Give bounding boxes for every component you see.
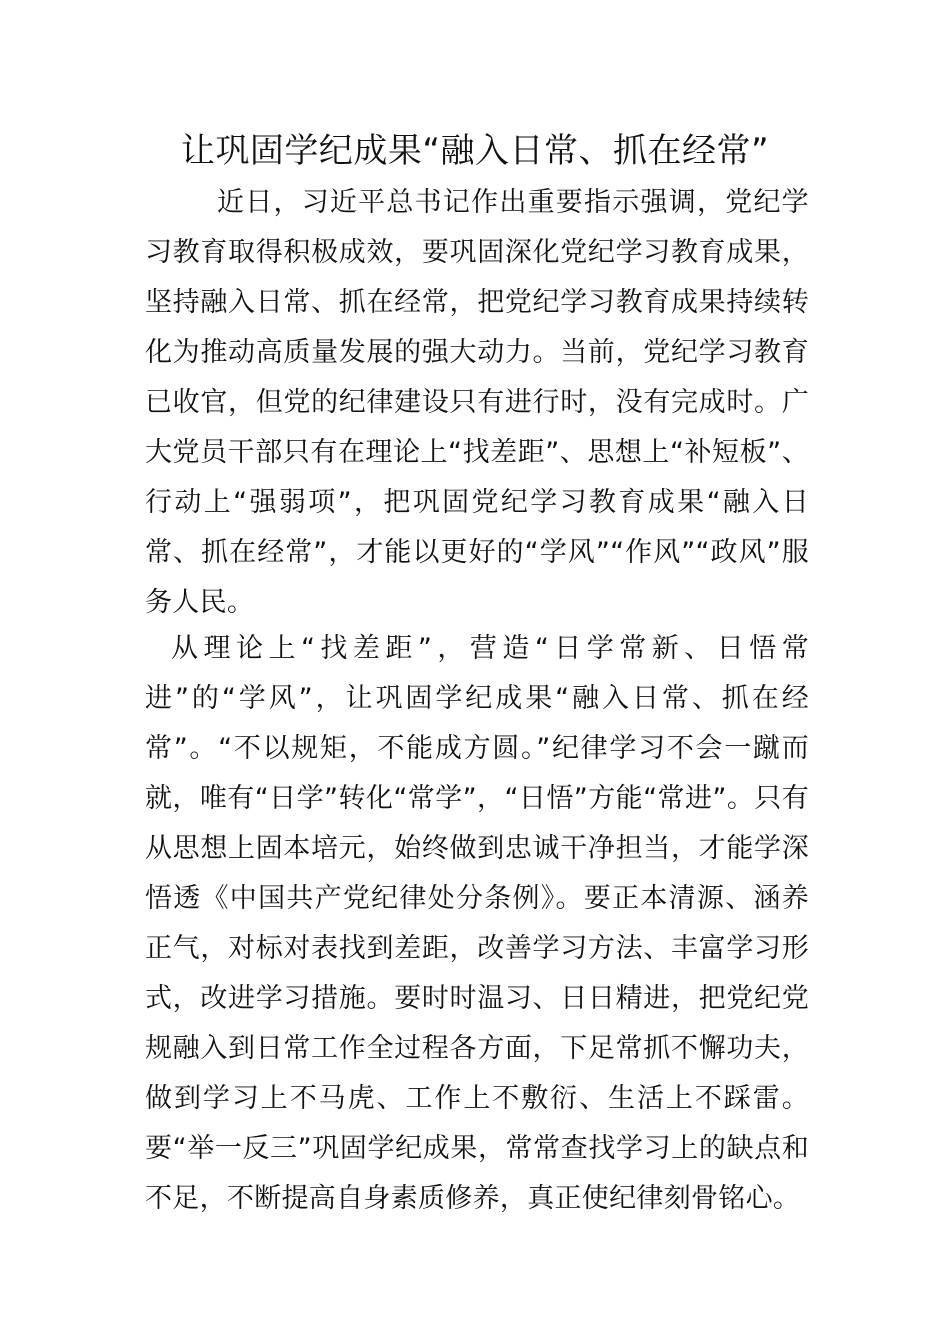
paragraph-2: 从理论上“找差距”，营造“日学常新、日悟常进”的“学风”，让巩固学纪成果“融入日常、抓在经常”。“不以规矩，不能成方圆。”纪律学习不会一蹴而就，唯有“日学”转化“常学”，“日悟”方能“常进”。只有从思想上固本培元，始终做到忠诚干净担当，才能学深悟透《中国共产党纪律处分条例》。要正本清源、涵养正气，对标对表找到差距，改善学习方法、丰富学习形式，改进学习措施。要时时温习、日日精进，把党纪党规融入到日常工作全过程各方面，下足常抓不懈功夫，做到学习上不马虎、工作上不敷衍、生活上不踩雷。要“举一反三”巩固学纪成果，常常查找学习上的缺点和不足，不断提高自身素质修养，真正使纪律刻骨铭心。	[145, 633, 809, 1214]
paragraph-1: 近日，习近平总书记作出重要指示强调，党纪学习教育取得积极成效，要巩固深化党纪学习教育成果，坚持融入日常、抓在经常，把党纪学习教育成果持续转化为推动高质量发展的强大动力。当前，党纪学习教育已收官，但党的纪律建设只有进行时，没有完成时。广大党员干部只有在理论上“找差距”、思想上“补短板”、行动上“强弱项”，把巩固党纪学习教育成果“融入日常、抓在经常”，才能以更好的“学风”“作风”“政风”服务人民。	[145, 187, 809, 618]
document-title: 让巩固学纪成果“融入日常、抓在经常”	[180, 131, 770, 171]
